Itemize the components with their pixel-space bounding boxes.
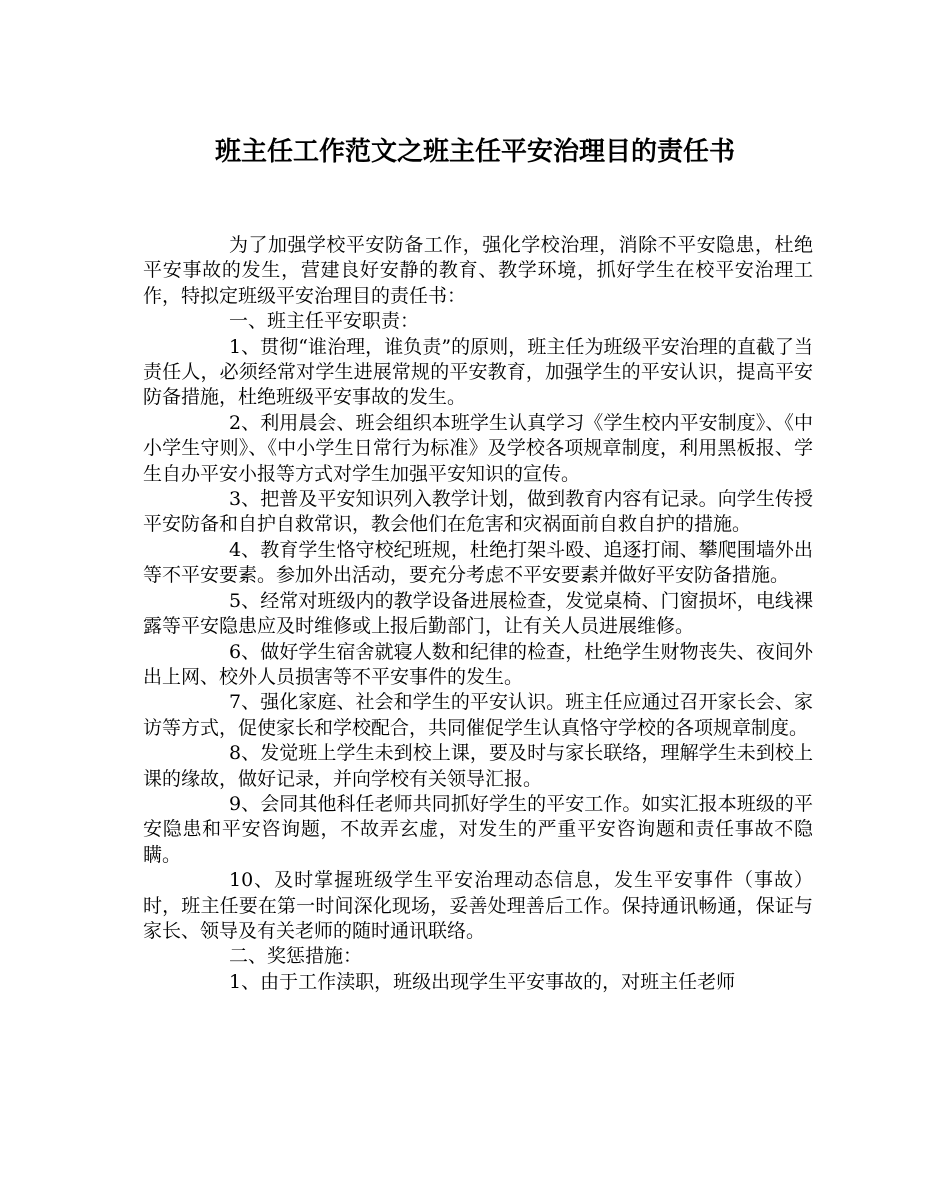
duty-item-8: 8、发觉班上学生未到校上课，要及时与家长联络，理解学生未到校上课的缘故，做好记录，并向学校有关领导汇报。	[143, 742, 813, 790]
duty-item-6: 6、做好学生宿舍就寝人数和纪律的检查，杜绝学生财物丧失、夜间外出上网、校外人员损害等不平安事件的发生。	[143, 640, 813, 688]
duty-item-3: 3、把普及平安知识列入教学计划，做到教育内容有记录。向学生传授平安防备和自护自救常识，教会他们在危害和灾祸面前自救自护的措施。	[143, 488, 813, 536]
duty-item-5: 5、经常对班级内的教学设备进展检查，发觉桌椅、门窗损坏，电线裸露等平安隐患应及时维修或上报后勤部门，让有关人员进展维修。	[143, 589, 813, 638]
duty-item-2: 2、利用晨会、班会组织本班学生认真学习《学生校内平安制度》、《中小学生守则》、《中小学生日常行为标准》及学校各项规章制度，利用黑板报、学生自办平安小报等方式对学生加强平安知识的宣传。	[143, 411, 813, 485]
section-heading-duties: 一、班主任平安职责：	[229, 310, 420, 333]
duty-item-10: 10、及时掌握班级学生平安治理动态信息，发生平安事件（事故）时，班主任要在第一时间深化现场，妥善处理善后工作。保持通讯畅通，保证与家长、领导及有关老师的随时通讯联络。	[143, 869, 813, 942]
reward-item-1: 1、由于工作渎职，班级出现学生平安事故的，对班主任老师	[229, 970, 736, 993]
intro-paragraph: 为了加强学校平安防备工作，强化学校治理，消除不平安隐患，杜绝平安事故的发生，营建良好安静的教育、教学环境，抓好学生在校平安治理工作，特拟定班级平安治理目的责任书：	[143, 234, 813, 307]
duty-item-9: 9、会同其他科任老师共同抓好学生的平安工作。如实汇报本班级的平安隐患和平安咨询题，不故弄玄虚，对发生的严重平安咨询题和责任事故不隐瞒。	[143, 792, 813, 866]
duty-item-4: 4、教育学生恪守校纪班规，杜绝打架斗殴、追逐打闹、攀爬围墙外出等不平安要素。参加外出活动，要充分考虑不平安要素并做好平安防备措施。	[143, 538, 813, 587]
document-body	[143, 233, 813, 995]
section-heading-rewards: 二、奖惩措施：	[229, 945, 363, 968]
duty-item-1: 1、贯彻“谁治理，谁负责”的原则，班主任为班级平安治理的直截了当责任人，必须经常对学生进展常规的平安教育，加强学生的平安认识，提高平安防备措施，杜绝班级平安事故的发生。	[143, 335, 813, 409]
document-title: 班主任工作范文之班主任平安治理目的责任书	[214, 137, 735, 167]
duty-item-7: 7、强化家庭、社会和学生的平安认识。班主任应通过召开家长会、家访等方式，促使家长和学校配合，共同催促学生认真恪守学校的各项规章制度。	[143, 691, 813, 739]
